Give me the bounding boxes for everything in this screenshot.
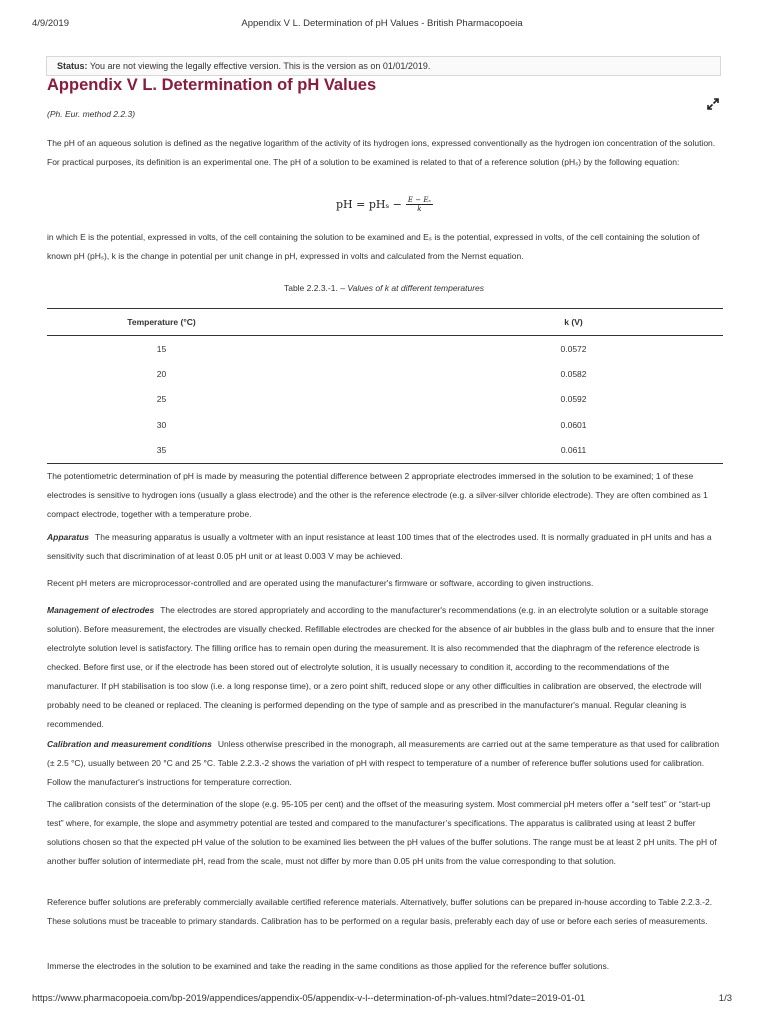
apparatus-paragraph [47,528,723,566]
reference-paragraph: Reference buffer solutions are preferably commercially available certified reference materials. Alternatively, buffer solutions can be prepared in-house according to Table 2.2.3.-2. These solutions must be traceable to primary standards. Calibration has to be performed on a regular basis, preferably each day of use or before each series of measurements. [47,897,713,926]
k-cell: 0.0592 [560,394,587,405]
table-row [47,361,723,386]
temperature-cell: 25 [156,394,167,405]
table-caption-text: Values of k at different temperatures [347,283,485,293]
table-row [47,438,723,464]
potentiometric-paragraph: The potentiometric determination of pH is made by measuring the potential difference between 2 appropriate electrodes immersed in the solution to be examined; 1 of these electrodes is sensitive to hydrogen ions (usually a glass electrode) and the other is the reference electrode (e.g. a silver-silver chloride electrode). They are often combined as 1 compact electrode, together with a temperature probe. [47,471,708,519]
page-title: Appendix V L. Determination of pH Values [47,76,377,94]
management-paragraph [47,601,723,734]
calibration-heading: Calibration and measurement conditions [47,739,212,749]
apparatus-heading: Apparatus [47,532,90,542]
recent-paragraph: Recent pH meters are microprocessor-controlled and are operated using the manufacturer's firmware or software, according to given instructions. [47,578,594,588]
table-row [47,387,723,412]
temperature-cell: 15 [156,343,167,354]
print-title: Appendix V L. Determination of pH Values - British Pharmacopoeia [241,18,523,29]
table-header-row [47,309,723,336]
apparatus-text: The measuring apparatus is usually a voltmeter with an input resistance at least 100 times that of the electrodes used. It is normally graduated in pH units and has a sensitivity such that discrimination of at least 0.05 pH unit or at least 0.003 V may be achieved. [47,532,712,561]
management-text: The electrodes are stored appropriately and according to the manufacturer's recommendations (e.g. in an electrolyte solution or a suitable storage solution). Before measurement, the electrodes are visually checked. Refillable electrodes are checked for the absence of air bubbles in the glass bulb and to ensure that the inner electrolyte solution level is satisfactory. The filling orifice has to remain open during the measurement. It is also recommended that the diaphragm of the reference electrode is checked. Before first use, or if the electrode has been stored out of electrolyte solution, it is usually necessary to condition it, according to the recommendations of the manufacturer. If pH stabilisation is too slow (i.e. a long response time), or a zero point shift, reduced slope or any other difficulties in calibration are observed, the electrode will probably need to be cleaned or replaced. The cleaning is performed depending on the type of sample and as prescribed in the manufacturer's manual. Regular cleaning is recommended. [47,605,715,729]
table-row [47,412,723,437]
management-heading: Management of electrodes [47,605,155,615]
status-label: Status: [57,61,88,71]
temperature-cell: 20 [156,369,167,380]
equation-lhs: pH = pHₛ − [336,198,402,211]
calibration-paragraph [47,735,723,792]
intro-paragraph: The pH of an aqueous solution is defined as the negative logarithm of the activity of its hydrogen ions, expressed conventionally as the hydrogen ion concentration of the solution. For practical purposes, its definition is an experimental one. The pH of a solution to be examined is related to that of a reference solution (pHₛ) by the following equation: [47,138,716,167]
equation-denominator: k [417,205,422,213]
page-url: https://www.pharmacopoeia.com/bp-2019/appendices/appendix-05/appendix-v-l--determination-of-ph-values.html?date=2019-01-01 [32,993,586,1004]
ph-equation [336,196,433,213]
k-cell: 0.0582 [560,369,587,380]
k-header: k (V) [385,309,723,336]
table-caption [0,283,768,293]
equation-numerator: E − Eₛ [407,196,431,204]
slope-paragraph: The calibration consists of the determination of the slope (e.g. 95-105 per cent) and the offset of the measuring system. Most commercial pH meters offer a “self test” or “start-up test” where, for example, the slope and asymmetry potential are tested and compared to the manufacturer’s specifications. The apparatus is calibrated using at least 2 buffer solutions chosen so that the expected pH value of the solution to be examined lies between the pH values of the buffer solutions. The range must be at least 2 pH units. The pH of another buffer solution of intermediate pH, read from the scale, must not differ by more than 0.05 pH units from the value corresponding to that solution. [47,799,717,866]
calibration-text: Unless otherwise prescribed in the monograph, all measurements are carried out at the same temperature as that used for calibration (± 2.5 °C), usually between 20 °C and 25 °C. Table 2.2.3.-2 shows the variation of pH with respect to temperature of a number of reference buffer solutions used for calibration. Follow the manufacturer's instructions for temperature correction. [47,739,720,787]
expand-icon[interactable] [706,97,720,111]
k-values-table [47,308,723,464]
temperature-header: Temperature (°C) [47,309,385,336]
k-cell: 0.0611 [385,438,723,464]
temperature-cell: 35 [47,438,385,464]
equation-fraction [406,196,433,213]
table-caption-number: Table 2.2.3.-1. – [283,283,345,293]
temperature-cell: 30 [156,419,167,430]
immerse-paragraph: Immerse the electrodes in the solution to be examined and take the reading in the same conditions as those applied for the reference buffer solutions. [47,961,610,971]
status-banner [46,56,721,76]
k-cell: 0.0572 [560,343,587,354]
print-date: 4/9/2019 [32,18,69,29]
where-paragraph: in which E is the potential, expressed in volts, of the cell containing the solution to be examined and Eₛ is the potential, expressed in volts, of the cell containing the solution of known pH (pHₛ), k is the change in potential per unit change in pH, expressed in volts and calculated from the Nernst equation. [47,232,700,261]
page-number: 1/3 [718,993,732,1004]
table-row [47,336,723,362]
method-reference: (Ph. Eur. method 2.2.3) [47,109,136,119]
status-text: You are not viewing the legally effective version. This is the version as on 01/01/2019. [89,61,431,71]
k-cell: 0.0601 [560,419,587,430]
